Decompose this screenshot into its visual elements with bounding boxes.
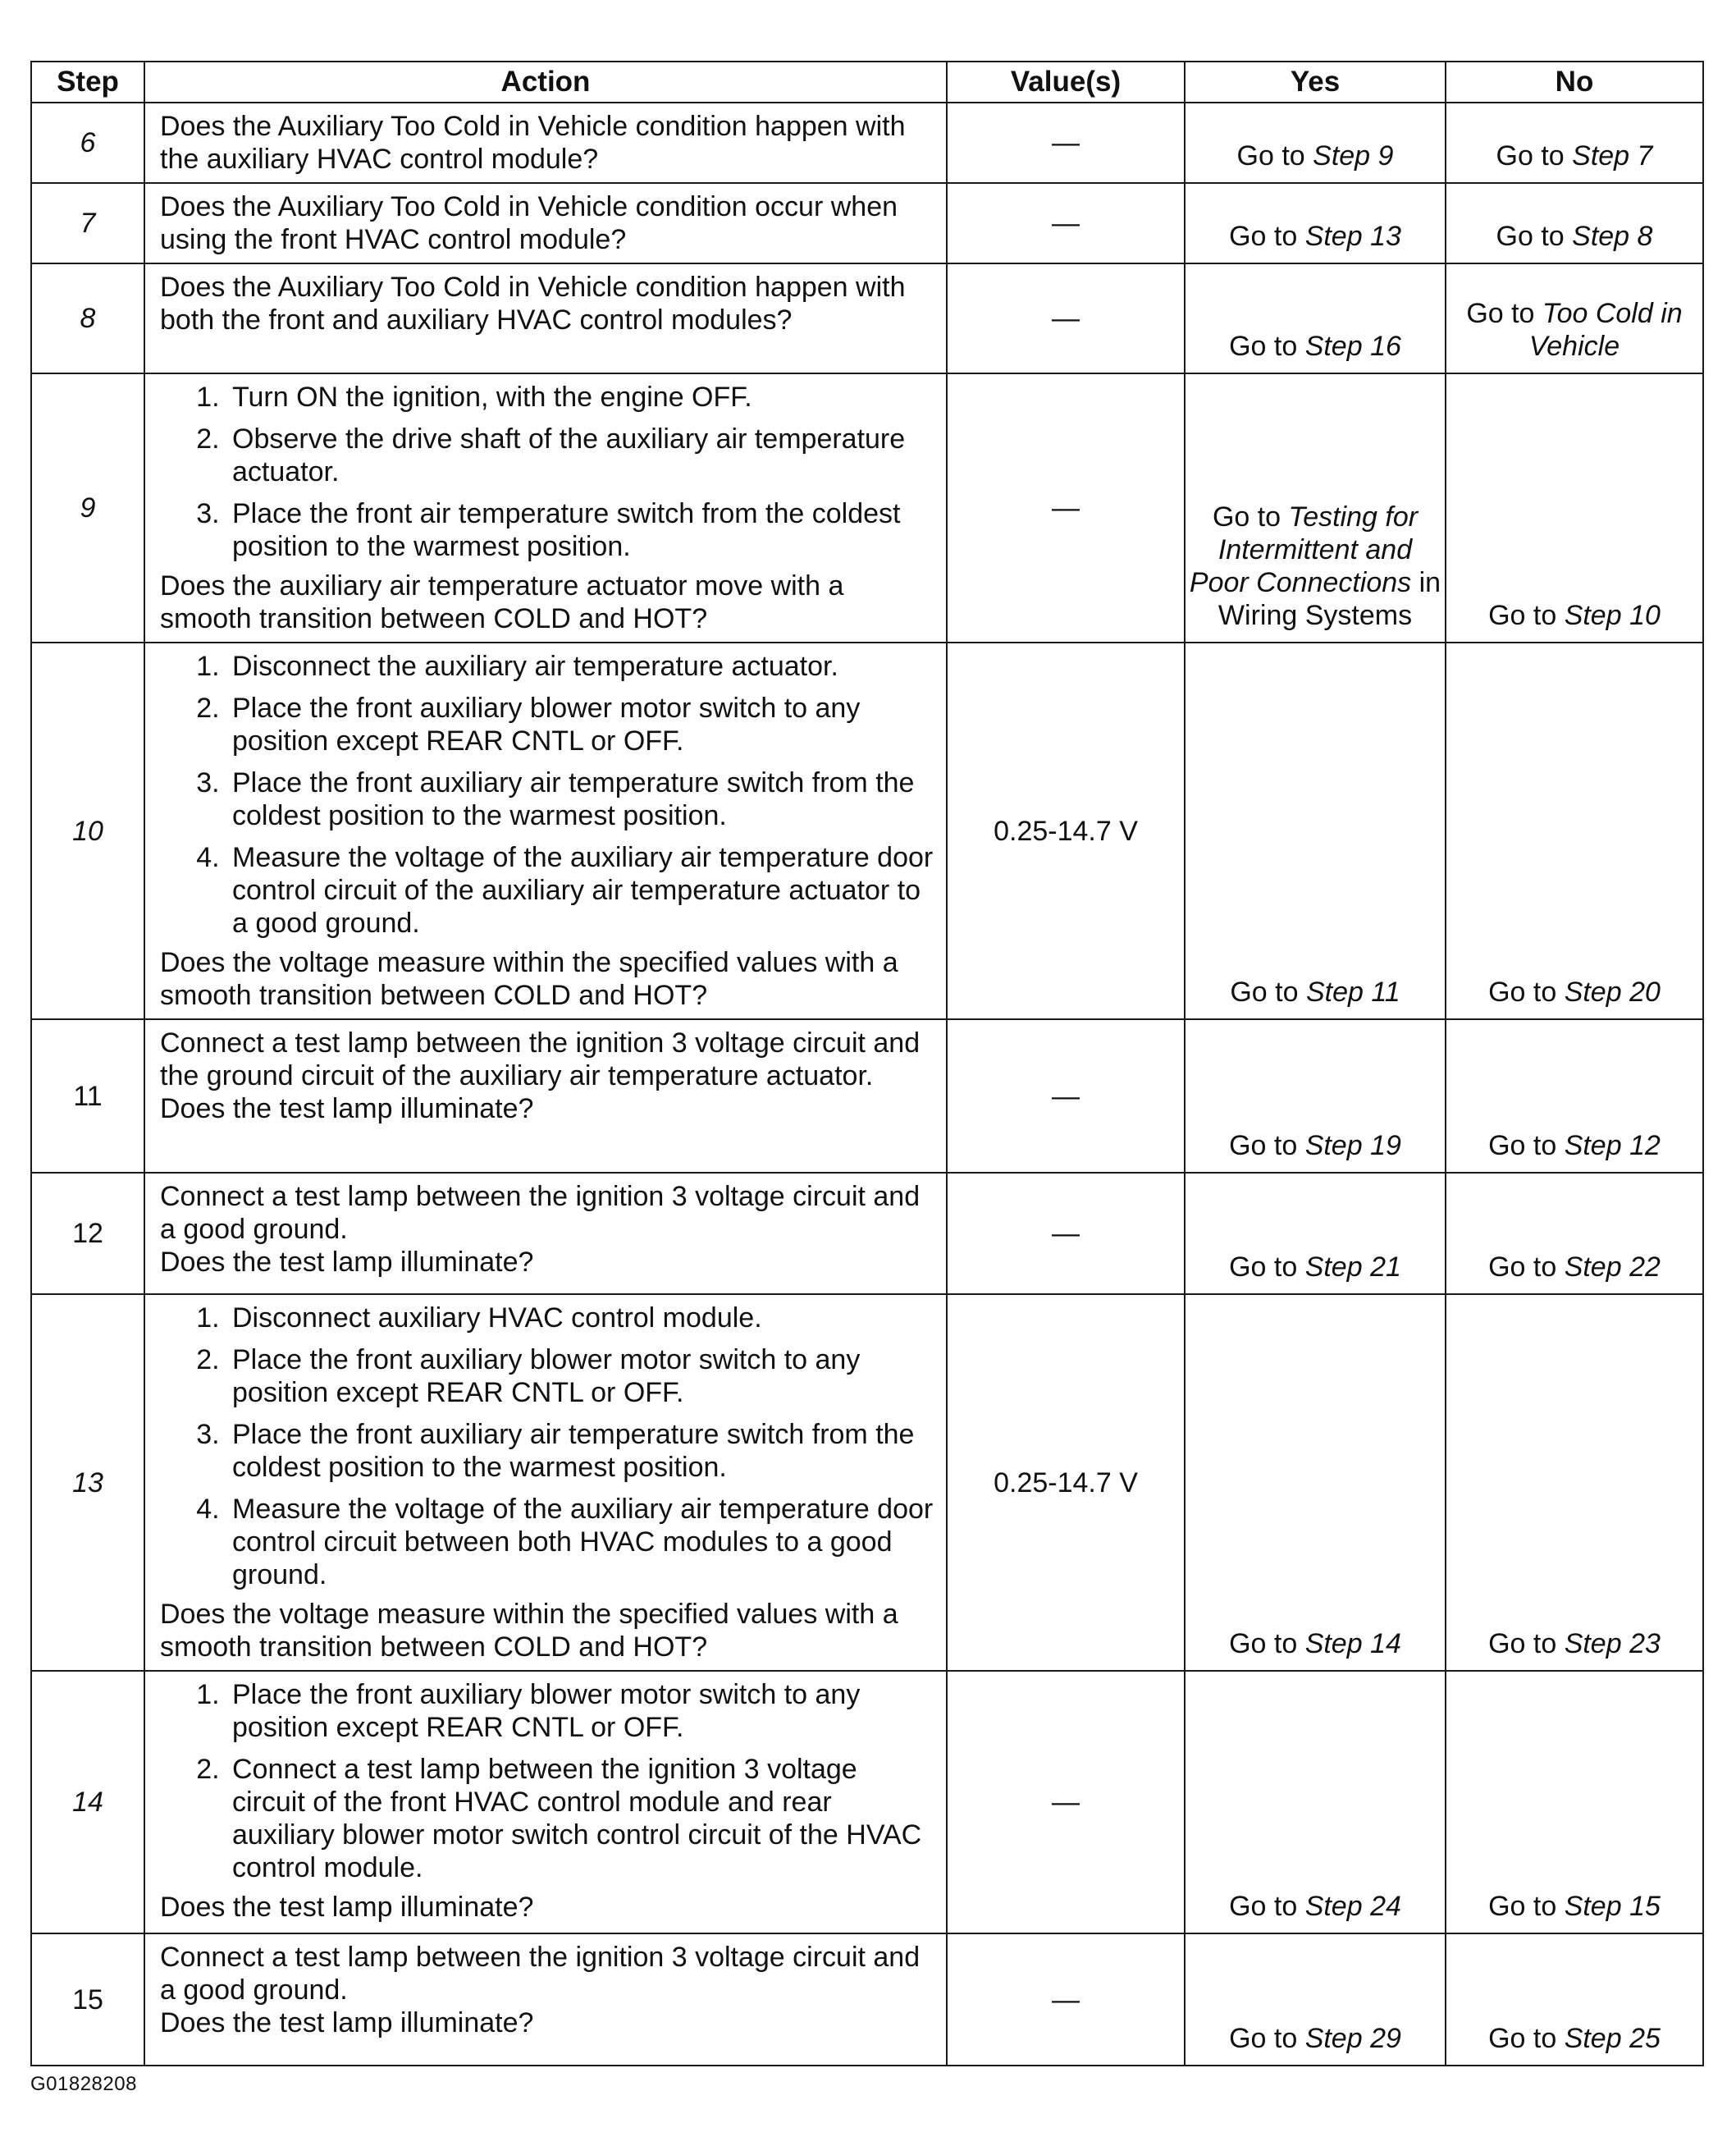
no-step-link[interactable]: Step 7 — [1572, 140, 1653, 172]
action-step: 1. Turn ON the ignition, with the engine OFF. — [227, 381, 934, 414]
action-cell — [144, 643, 947, 1019]
header-no: No — [1446, 62, 1703, 103]
no-step-link[interactable]: Step 15 — [1564, 1891, 1661, 1922]
header-action: Action — [144, 62, 947, 103]
action-cell — [144, 263, 947, 373]
action-cell — [144, 1173, 947, 1294]
no-cell — [1446, 1933, 1703, 2066]
step-number: 14 — [31, 1671, 144, 1933]
step-number: 12 — [31, 1173, 144, 1294]
action-question: Does the Auxiliary Too Cold in Vehicle condition happen with the auxiliary HVAC control module? — [160, 111, 906, 175]
no-goto-text: Go to — [1496, 140, 1573, 172]
action-steps-list — [160, 1678, 934, 1884]
value-cell: — — [947, 103, 1185, 183]
action-step: 3. Place the front auxiliary air temperature switch from the coldest position to the warmest position. — [227, 766, 934, 832]
action-step: 1. Disconnect the auxiliary air temperature actuator. — [227, 650, 934, 683]
table-row — [31, 263, 1703, 373]
no-step-link[interactable]: Step 22 — [1564, 1251, 1661, 1283]
header-yes: Yes — [1185, 62, 1446, 103]
yes-goto-text: Go to — [1212, 501, 1289, 533]
yes-cell — [1185, 1173, 1446, 1294]
no-goto-text: Go to — [1488, 2023, 1565, 2054]
no-goto-text: Go to — [1488, 977, 1565, 1008]
value-cell: — — [947, 1933, 1185, 2066]
action-step: 1. Disconnect auxiliary HVAC control module. — [227, 1302, 934, 1334]
yes-goto-text: Go to — [1229, 221, 1305, 252]
value-cell: — — [947, 1671, 1185, 1933]
action-step: 2. Place the front auxiliary blower motor switch to any position except REAR CNTL or OFF. — [227, 1343, 934, 1409]
action-steps-list — [160, 1302, 934, 1591]
action-steps-list — [160, 381, 934, 563]
no-goto-text: Go to — [1488, 1130, 1565, 1161]
yes-goto-text: Go to — [1229, 1891, 1305, 1922]
action-step: 4. Measure the voltage of the auxiliary air temperature door control circuit of the auxiliary air temperature actuator to a good ground. — [227, 841, 934, 940]
no-goto-text: Go to — [1496, 221, 1573, 252]
action-cell — [144, 1294, 947, 1671]
step-number: 13 — [31, 1294, 144, 1671]
action-cell — [144, 1019, 947, 1173]
yes-cell — [1185, 1294, 1446, 1671]
value-cell: — — [947, 1173, 1185, 1294]
header-step: Step — [31, 62, 144, 103]
yes-step-link[interactable]: Step 21 — [1304, 1251, 1401, 1283]
yes-cell — [1185, 643, 1446, 1019]
diagnostic-table — [30, 61, 1704, 2066]
table-row — [31, 183, 1703, 263]
action-question: Does the voltage measure within the specified values with a smooth transition between COLD and HOT? — [160, 947, 898, 1011]
yes-suffix-text: in Wiring Systems — [1217, 567, 1441, 631]
step-number: 11 — [31, 1019, 144, 1173]
table-row — [31, 1671, 1703, 1933]
no-goto-text: Go to — [1488, 1251, 1565, 1283]
action-step: 2. Connect a test lamp between the ignition 3 voltage circuit of the front HVAC control module and rear auxiliary blower motor switch control circuit of the HVAC control module. — [227, 1753, 934, 1884]
value-cell: 0.25-14.7 V — [947, 1294, 1185, 1671]
yes-goto-text: Go to — [1229, 2023, 1305, 2054]
yes-step-link[interactable]: Step 11 — [1305, 977, 1400, 1008]
no-cell — [1446, 373, 1703, 643]
value-cell: 0.25-14.7 V — [947, 643, 1185, 1019]
yes-goto-text: Go to — [1229, 1130, 1305, 1161]
no-cell — [1446, 1671, 1703, 1933]
table-row — [31, 1019, 1703, 1173]
yes-goto-text: Go to — [1230, 977, 1306, 1008]
header-values: Value(s) — [947, 62, 1185, 103]
action-steps-list — [160, 650, 934, 940]
step-number: 6 — [31, 103, 144, 183]
yes-step-link[interactable]: Step 9 — [1313, 140, 1394, 172]
figure-id: G01828208 — [30, 2073, 137, 2095]
value-cell: — — [947, 373, 1185, 643]
action-question: Does the test lamp illuminate? — [160, 1892, 534, 1923]
action-question: Does the test lamp illuminate? — [160, 1247, 534, 1278]
action-step: 3. Place the front auxiliary air temperature switch from the coldest position to the warmest position. — [227, 1418, 934, 1484]
yes-goto-text: Go to — [1229, 1251, 1305, 1283]
yes-goto-text: Go to — [1229, 331, 1305, 362]
action-cell — [144, 373, 947, 643]
table-row — [31, 103, 1703, 183]
action-instruction: Connect a test lamp between the ignition 3 voltage circuit and a good ground. — [160, 1942, 921, 2006]
no-cell — [1446, 103, 1703, 183]
action-step: 1. Place the front auxiliary blower motor switch to any position except REAR CNTL or OFF. — [227, 1678, 934, 1744]
no-step-link[interactable]: Too Cold in Vehicle — [1528, 298, 1683, 362]
no-cell — [1446, 643, 1703, 1019]
action-question: Does the test lamp illuminate? — [160, 2007, 534, 2038]
table-row — [31, 1933, 1703, 2066]
value-cell: — — [947, 1019, 1185, 1173]
action-question: Does the Auxiliary Too Cold in Vehicle condition occur when using the front HVAC control module? — [160, 191, 898, 255]
no-goto-text: Go to — [1466, 298, 1542, 329]
no-step-link[interactable]: Step 20 — [1564, 977, 1661, 1008]
yes-step-link[interactable]: Step 13 — [1304, 221, 1401, 252]
action-step: 2. Place the front auxiliary blower motor switch to any position except REAR CNTL or OFF. — [227, 692, 934, 757]
yes-cell — [1185, 373, 1446, 643]
table-row — [31, 643, 1703, 1019]
value-cell: — — [947, 183, 1185, 263]
yes-step-link[interactable]: Step 24 — [1304, 1891, 1401, 1922]
yes-cell — [1185, 263, 1446, 373]
yes-step-link[interactable]: Step 14 — [1304, 1628, 1401, 1659]
no-step-link[interactable]: Step 8 — [1572, 221, 1653, 252]
action-cell — [144, 103, 947, 183]
action-question: Does the auxiliary air temperature actuator move with a smooth transition between COLD and HOT? — [160, 570, 844, 634]
yes-cell — [1185, 1933, 1446, 2066]
yes-step-link[interactable]: Step 19 — [1304, 1130, 1401, 1161]
table-row — [31, 373, 1703, 643]
yes-step-link[interactable]: Step 29 — [1304, 2023, 1401, 2054]
no-cell — [1446, 1173, 1703, 1294]
action-question: Does the voltage measure within the specified values with a smooth transition between COLD and HOT? — [160, 1599, 898, 1663]
no-cell — [1446, 1019, 1703, 1173]
action-cell — [144, 1933, 947, 2066]
yes-cell — [1185, 1019, 1446, 1173]
no-step-link[interactable]: Step 12 — [1564, 1130, 1661, 1161]
table-row — [31, 1294, 1703, 1671]
action-question: Does the Auxiliary Too Cold in Vehicle condition happen with both the front and auxiliary HVAC control modules? — [160, 272, 906, 336]
yes-cell — [1185, 103, 1446, 183]
no-cell — [1446, 263, 1703, 373]
yes-step-link[interactable]: Step 16 — [1304, 331, 1401, 362]
header-row — [31, 62, 1703, 103]
yes-cell — [1185, 1671, 1446, 1933]
no-cell — [1446, 1294, 1703, 1671]
yes-step-link[interactable]: Testing for Intermittent and Poor Connections — [1189, 501, 1418, 598]
step-number: 15 — [31, 1933, 144, 2066]
no-goto-text: Go to — [1488, 600, 1565, 631]
action-cell — [144, 183, 947, 263]
step-number: 7 — [31, 183, 144, 263]
no-step-link[interactable]: Step 23 — [1564, 1628, 1661, 1659]
yes-goto-text: Go to — [1229, 1628, 1305, 1659]
step-number: 8 — [31, 263, 144, 373]
action-step: 3. Place the front air temperature switch from the coldest position to the warmest position. — [227, 497, 934, 563]
action-question: Does the test lamp illuminate? — [160, 1093, 534, 1124]
action-step: 2. Observe the drive shaft of the auxiliary air temperature actuator. — [227, 423, 934, 488]
table-row — [31, 1173, 1703, 1294]
no-step-link[interactable]: Step 25 — [1564, 2023, 1661, 2054]
action-step: 4. Measure the voltage of the auxiliary air temperature door control circuit between both HVAC modules to a good ground. — [227, 1493, 934, 1591]
step-number: 9 — [31, 373, 144, 643]
action-cell — [144, 1671, 947, 1933]
no-goto-text: Go to — [1488, 1891, 1565, 1922]
no-cell — [1446, 183, 1703, 263]
yes-cell — [1185, 183, 1446, 263]
action-instruction: Connect a test lamp between the ignition 3 voltage circuit and a good ground. — [160, 1181, 921, 1245]
value-cell: — — [947, 263, 1185, 373]
table-body — [31, 103, 1703, 2066]
no-goto-text: Go to — [1488, 1628, 1565, 1659]
step-number: 10 — [31, 643, 144, 1019]
yes-goto-text: Go to — [1236, 140, 1313, 172]
action-instruction: Connect a test lamp between the ignition 3 voltage circuit and the ground circuit of the auxiliary air temperature actuator. — [160, 1027, 921, 1091]
no-step-link[interactable]: Step 10 — [1564, 600, 1661, 631]
